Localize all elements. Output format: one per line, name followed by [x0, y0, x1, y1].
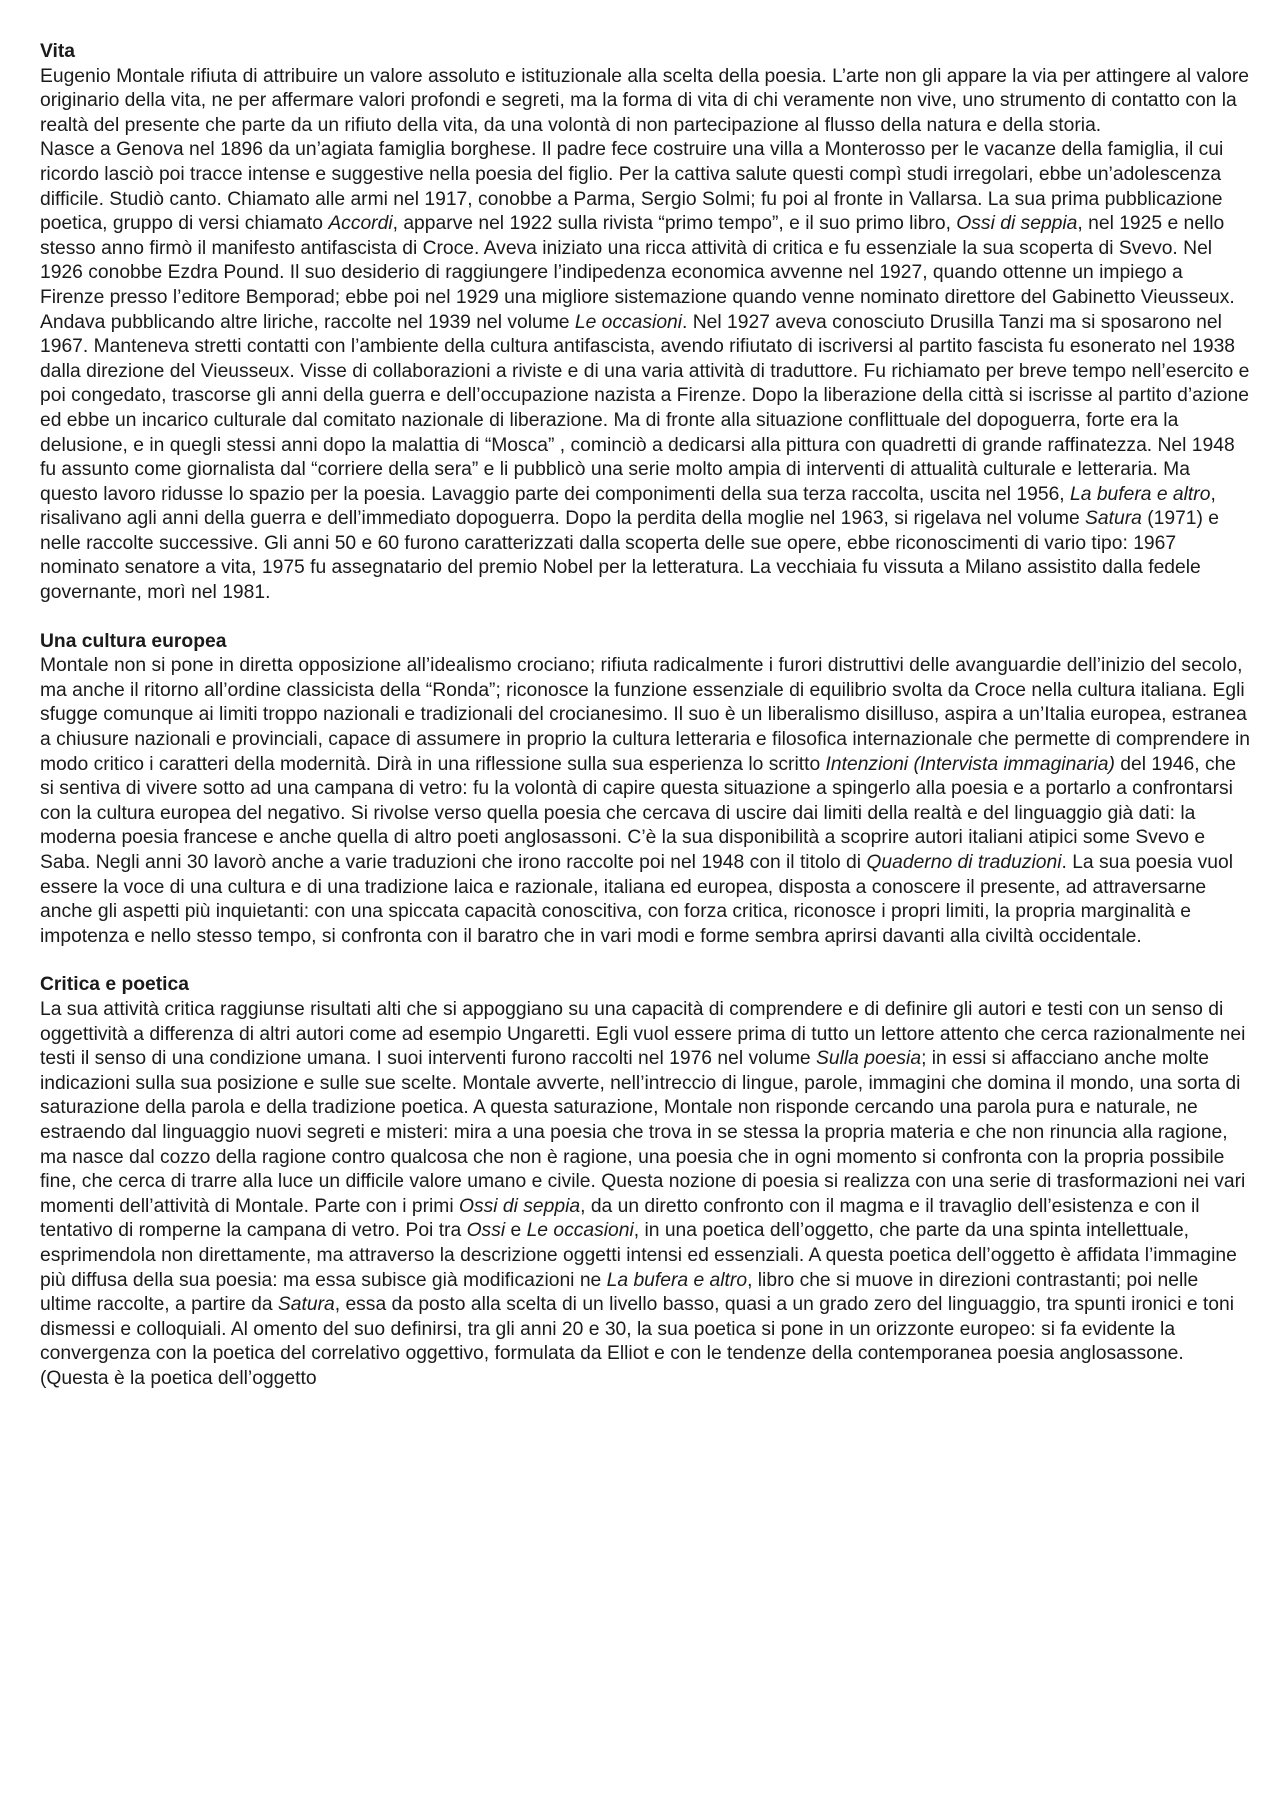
- italic-title: La bufera e altro: [1070, 483, 1211, 505]
- text-run: e: [505, 1220, 527, 1242]
- italic-title: La bufera e altro: [606, 1269, 748, 1291]
- text-run: , risalivano agli anni della guerra e dell’immediato dopoguerra. Dopo la perdita della moglie nel 1963, si rigelava nel volume: [40, 483, 1216, 530]
- section-una-cultura-europea: [40, 630, 1250, 950]
- text-run: ; in essi si affacciano anche molte indicazioni sulla sua posizione e sulle sue scelte. Montale avverte, nell’intreccio di lingue, parole, immagini che domina il mondo, una sorta di saturazione della parola e della tradizione poetica. A questa saturazione, Montale non risponde cercando una parola pura e naturale, ne estraendo dal linguaggio nuovi segreti e misteri: mira a una poesia che trova in se stessa la propria materia e che non rinuncia alla ragione, ma nasce dal cozzo della ragione contro qualcosa che non è ragione, una poesia che in ogni momento si confronta con la propria possibile fine, che cerca di trarre alla luce un difficile valore umano e civile. Questa nozione di poesia si realizza con una serie di trasformazioni nei vari momenti dell’attività di Montale. Parte con i primi: [40, 1048, 1246, 1217]
- section-heading: Vita: [40, 41, 76, 62]
- text-run: Andava pubblicando altre liriche, raccolte nel 1939 nel volume: [40, 311, 575, 333]
- text-run: , nel 1925 e nello stesso anno firmò il manifesto antifascista di Croce. Aveva iniziato una ricca attività di critica e fu essenziale la sua scoperta di Svevo. Nel 1926 conobbe Ezdra Pound. Il suo desiderio di raggiungere l’indipedenza economica avvenne nel 1927, quando ottenne un impiego a Firenze presso l’editore Bemporad; ebbe poi nel 1929 una migliore sistemazione quando venne nominato direttore del Gabinetto Vieusseux.: [40, 213, 1235, 308]
- text-run: (1971) e nelle raccolte successive. Gli anni 50 e 60 furono caratterizzati dalla scoperta delle sue opere, ebbe riconoscimenti di vario tipo: 1967 nominato senatore a vita, 1975 fu assegnatario del premio Nobel per la letteratura. La vecchiaia fu vissuta a Milano assistito dalla fedele governante, morì nel 1981.: [40, 508, 1220, 604]
- section-vita: [40, 40, 1250, 606]
- text-run: Montale non si pone in diretta opposizione all’idealismo crociano; rifiuta radicalmente i furori distruttivi delle avanguardie dell’inizio del secolo, ma anche il ritorno all’ordine classicista della “Ronda”; riconosce la funzione essenziale di equilibrio svolta da Croce nella cultura italiana. Egli sfugge comunque ai limiti troppo nazionali e tradizionali del crocianesimo. Il suo è un liberalismo disilluso, aspira a un’Italia europea, estranea a chiusure nazionali e provinciali, capace di assumere in proprio la cultura letteraria e filosofica internazionale che permette di comprendere in modo critico i caratteri della modernità. Dirà in una riflessione sulla sua esperienza lo scritto: [40, 655, 1251, 775]
- text-run: Eugenio Montale rifiuta di attribuire un valore assoluto e istituzionale alla scelta della poesia. L’arte non gli appare la via per attingere al valore originario della vita, ne per affermare valori profondi e segreti, ma la forma di vita di chi veramente non vive, uno strumento di contatto con la realtà del presente che parte da un rifiuto della vita, da una volontà di non partecipazione al flusso della natura e della storia.: [40, 65, 1250, 136]
- body-paragraph: [40, 654, 1250, 949]
- italic-title: Accordi: [328, 213, 393, 235]
- text-run: . Nel 1927 aveva conosciuto Drusilla Tanzi ma si sposarono nel 1967. Manteneva stretti contatti con l’ambiente della cultura antifascista, avendo rifiutato di iscriversi al partito fascista fu esonerato nel 1938 dalla direzione del Vieusseux. Visse di collaborazioni a riviste e di una varia attività di traduttore. Fu richiamato per breve tempo nell’esercito e poi congedato, trascorse gli anni della guerra e dell’occupazione nazista a Firenze. Dopo la liberazione della città si iscrisse al partito d’azione ed ebbe un incarico culturale dal comitato nazionale di liberazione. Ma di fronte alla situazione conflittuale del dopoguerra, forte era la delusione, e in quegli stessi anni dopo la malattia di “Mosca” , cominciò a dedicarsi alla pittura con quadretti di grande raffinatezza. Nel 1948 fu assunto come giornalista dal “corriere della sera” e li pubblicò una serie molto ampia di interventi di attualità culturale e letteraria. Ma questo lavoro ridusse lo spazio per la poesia. Lavaggio parte dei componimenti della sua terza raccolta, uscita nel 1956,: [40, 311, 1250, 505]
- italic-title: Quaderno di traduzioni: [866, 852, 1062, 873]
- body-paragraph: [40, 311, 1250, 606]
- text-run: , libro che si muove in direzioni contrastanti; poi nelle ultime raccolte, a partire da: [40, 1269, 1199, 1316]
- italic-title: Intenzioni (Intervista immaginaria): [825, 753, 1115, 775]
- text-run: Nasce a Genova nel 1896 da un’agiata famiglia borghese. Il padre fece costruire una villa a Monterosso per le vacanze della famiglia, il cui ricordo lasciò poi tracce intense e suggestive nella poesia del figlio. Per la cattiva salute questi compì studi irregolari, ebbe un’adolescenza difficile. Studiò canto. Chiamato alle armi nel 1917, conobbe a Parma, Sergio Solmi; fu poi al fronte in Vallarsa. La sua prima pubblicazione poetica, gruppo di versi chiamato: [40, 139, 1224, 235]
- text-run: , apparve nel 1922 sulla rivista “primo tempo”, e il suo primo libro,: [392, 213, 957, 235]
- section-critica-e-poetica: [40, 973, 1250, 1391]
- body-paragraph: [40, 138, 1250, 310]
- italic-title: Ossi di seppia: [956, 213, 1078, 235]
- section-heading: Critica e poetica: [40, 974, 189, 996]
- italic-title: Satura: [277, 1294, 335, 1316]
- body-paragraph: [40, 998, 1250, 1392]
- text-run: del 1946, che si sentiva di vivere sotto ad una campana di vetro: fu la volontà di capire questa situazione a spingerlo alla poesia e a portarlo a confrontarsi con la cultura europea del negativo. Si rivolse verso quella poesia che cercava di uscire dai limiti della realtà e del linguaggio già dati: la moderna poesia francese e anche quella di altro poeti anglosassoni. C’è la sua disponibilità a scoprire autori italiani atipici some Svevo e Saba. Negli anni 30 lavorò anche a varie traduzioni che irono raccolte poi nel 1948 con il titolo di: [40, 753, 1237, 873]
- text-run: , da un diretto confronto con il magma e il travaglio dell’esistenza e con il tentativo di romperne la campana di vetro. Poi tra: [40, 1195, 1200, 1242]
- text-run: , essa da posto alla scelta di un livello basso, quasi a un grado zero del linguaggio, tra spunti ironici e toni dismessi e colloquiali. Al omento del suo definirsi, tra gli anni 20 e 30, la sua poetica si pone in un orizzonte europeo: si fa evidente la convergenza con la poetica del correlativo oggettivo, formulata da Elliot e con le tendenze della contemporanea poesia anglosassone. (Questa è la poetica dell’oggetto: [40, 1294, 1235, 1389]
- italic-title: Satura: [1085, 508, 1142, 530]
- italic-title: Le occasioni: [574, 311, 683, 333]
- body-paragraph: [40, 65, 1250, 139]
- italic-title: Ossi di seppia: [459, 1195, 581, 1217]
- italic-title: Le occasioni: [526, 1220, 634, 1242]
- document-page: [40, 40, 1250, 1415]
- section-heading: Una cultura europea: [40, 630, 227, 652]
- text-run: La sua attività critica raggiunse risultati alti che si appoggiano su una capacità di comprendere e di definire gli autori e testi con un senso di oggettività a differenza di altri autori come ad esempio Ungaretti. Egli vuol essere prima di tutto un lettore attento che cerca razionalmente nei testi il senso di una condizione umana. I suoi interventi furono raccolti nel 1976 nel volume: [40, 998, 1246, 1070]
- text-run: . La sua poesia vuol essere la voce di una cultura e di una tradizione laica e razionale, italiana ed europea, disposta a conoscere il presente, ad attraversarne anche gli aspetti più inquietanti: con una spiccata capacità conoscitiva, con forza critica, riconosce i propri limiti, la propria marginalità e impotenza e nello stesso tempo, si confronta con il baratro che in vari modi e forme sembra aprirsi davanti alla civiltà occidentale.: [40, 852, 1234, 947]
- italic-title: Sulla poesia: [816, 1048, 922, 1070]
- italic-title: Ossi: [466, 1220, 506, 1242]
- text-run: , in una poetica dell’oggetto, che parte da una spinta intellettuale, esprimendola non direttamente, ma attraverso la descrizione oggetti intensi ed essenziali. A questa poetica dell’oggetto è affidata l’immagine più diffusa della sua poesia: ma essa subisce già modificazioni ne: [40, 1220, 1237, 1291]
